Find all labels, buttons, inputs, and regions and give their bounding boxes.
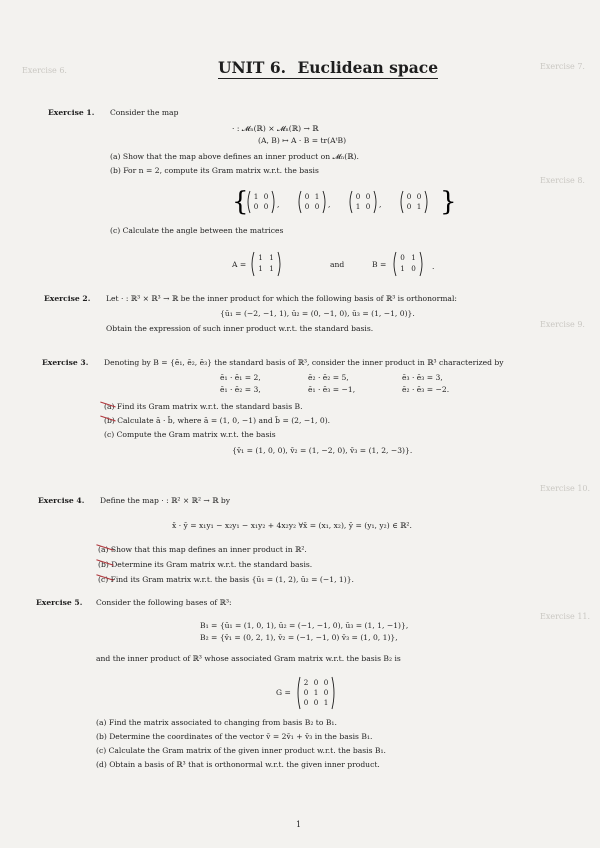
matrix-g-label: G = [276,688,291,697]
matrix-b-entry: 0 [411,264,416,273]
basis-b1: B₁ = {ū₁ = (1, 0, 1), ū₂ = (−1, −1, 0), ū₃ = (1, 1, −1)}, [200,621,409,630]
exercise-3-basis: {v̄₁ = (1, 0, 0), v̄₂ = (1, −2, 0), v̄₃ = (1, 2, −3)}. [232,446,413,455]
bleed-through-top: Exercise 6. [22,66,67,75]
exercise-4-part-b: (b) Determine its Gram matrix w.r.t. the standard basis. [98,560,313,569]
basis-matrix-2-right-paren [323,191,325,213]
exercise-3-line1: Denoting by B = {ē₁, ē₂, ē₃} the standard basis of ℝ³, consider the inner product in ℝ³ characterized by [104,358,504,367]
matrix-a-entry: 1 [258,264,263,273]
matrix-b-left-paren [394,252,396,276]
and-word: and [330,260,345,269]
basis-matrix-3-right-paren [374,191,376,213]
matrix-a-left-paren [252,252,254,276]
relation-e3e3: ē₃ · ē₃ = 3, [402,373,443,382]
exercise-5-line1: Consider the following bases of ℝ³: [96,598,232,607]
basis-matrix-2-body [297,190,327,214]
basis-comma: , [379,200,382,209]
exercise-2-line2: Obtain the expression of such inner product w.r.t. the standard basis. [106,324,374,333]
relation-e1e3: ē₁ · ē₃ = −1, [308,385,356,394]
title-underline [218,78,438,79]
matrix-g-entry: 1 [323,698,329,707]
matrix-b-period: . [432,262,435,271]
basis-matrix-4-body [399,190,429,214]
bleed-through-right-4: Exercise 10. [540,484,591,493]
exercise-1-part-b: (b) For n = 2, compute its Gram matrix w.r.t. the basis [110,166,319,175]
exercise-2-basis: {ū₁ = (−2, −1, 1), ū₂ = (0, −1, 0), ū₃ = (1, −1, 0)}. [220,309,415,318]
exercise-4-part-c: (c) Find its Gram matrix w.r.t. the basis {ū₁ = (1, 2), ū₂ = (−1, 1)}. [98,575,354,584]
basis-matrix-4-entry: 0 [416,192,422,201]
basis-matrix-1-entry: 0 [263,192,269,201]
exercise-5-line2: and the inner product of ℝ³ whose associated Gram matrix w.r.t. the basis B₂ is [96,654,401,663]
matrix-g-entry: 0 [323,678,329,687]
exercise-3-part-c: (c) Compute the Gram matrix w.r.t. the basis [104,430,276,439]
basis-matrix-2-entry: 0 [314,202,320,211]
matrix-g-entry: 1 [313,688,319,697]
exercise-3-label: Exercise 3. [42,358,89,367]
basis-close-brace: } [440,187,457,217]
matrix-g-entry: 2 [303,678,309,687]
relation-e1e1: ē₁ · ē₁ = 2, [220,373,261,382]
matrix-a-label: A = [232,260,247,269]
matrix-a-body [250,251,282,277]
exercise-5-part-c: (c) Calculate the Gram matrix of the given inner product w.r.t. the basis B₁. [96,746,386,755]
exercise-1-part-c: (c) Calculate the angle between the matrices [110,226,284,235]
basis-matrix-2-entry: 1 [314,192,320,201]
matrix-b-entry: 1 [400,264,405,273]
matrix-g-entry: 0 [303,698,309,707]
bleed-through-right-5: Exercise 11. [540,612,591,621]
basis-matrix-3-body [348,190,378,214]
exercise-5-part-b: (b) Determine the coordinates of the vector v̄ = 2v̄₁ + v̄₃ in the basis B₁. [96,732,373,741]
exercise-4-label: Exercise 4. [38,496,85,505]
relation-e2e2: ē₂ · ē₂ = 5, [308,373,349,382]
exercise-3-part-a: (a) Find its Gram matrix w.r.t. the standard basis B. [104,402,303,411]
basis-b2: B₂ = {v̄₁ = (0, 2, 1), v̄₂ = (−1, −1, 0) v̄₃ = (1, 0, 1)}, [200,633,398,642]
matrix-b-entry: 0 [400,253,405,262]
matrix-a-right-paren [278,252,280,276]
basis-matrix-3-entry: 1 [355,202,361,211]
exercise-1-map-line2: (A, B) ↦ A · B = tr(AᵗB) [258,136,347,145]
basis-matrix-3-entry: 0 [365,192,371,201]
bleed-through-right-1: Exercise 7. [540,62,585,71]
basis-matrix-4-right-paren [425,191,427,213]
exercise-1-map-line1: · : 𝓜ₙ(ℝ) × 𝓜ₙ(ℝ) → ℝ [232,124,319,133]
basis-matrix-1-right-paren [272,191,274,213]
basis-matrix-4-entry: 0 [406,202,412,211]
page-number: 1 [296,820,302,829]
title-topic: Euclidean space [297,58,439,77]
relation-e2e3: ē₂ · ē₃ = −2. [402,385,450,394]
relation-e1e2: ē₁ · ē₂ = 3, [220,385,261,394]
basis-matrix-1-body [246,190,276,214]
exercise-3-part-b: (b) Calculate ā · b̄, where ā = (1, 0, −1) and b̄ = (2, −1, 0). [104,416,331,425]
exercise-4-line1: Define the map · : ℝ² × ℝ² → ℝ by [100,496,231,505]
basis-open-brace: { [232,187,249,217]
exercise-4-part-a: (a) Show that this map defines an inner product in ℝ². [98,545,307,554]
basis-matrix-2-entry: 0 [304,192,310,201]
basis-matrix-4-left-paren [401,191,403,213]
matrix-b-entry: 1 [411,253,416,262]
basis-matrix-3-left-paren [350,191,352,213]
exercise-1-part-a: (a) Show that the map above defines an inner product on 𝓜ₙ(ℝ). [110,152,359,161]
matrix-b-body [392,251,424,277]
matrix-g-body [296,676,336,710]
matrix-a-entry: 1 [269,264,274,273]
matrix-g-right-paren [332,677,334,709]
matrix-b-label: B = [372,260,387,269]
matrix-b-right-paren [420,252,422,276]
exercise-2-label: Exercise 2. [44,294,91,303]
basis-matrix-4-entry: 0 [406,192,412,201]
exercise-2-line1: Let · : ℝ³ × ℝ³ → ℝ be the inner product for which the following basis of ℝ³ is orthonormal: [106,294,457,303]
basis-matrix-3-entry: 0 [365,202,371,211]
matrix-g-left-paren [298,677,300,709]
matrix-g-entry: 0 [313,698,319,707]
matrix-a-entry: 1 [269,253,274,262]
exercise-1-intro: Consider the map [110,108,179,117]
basis-comma: , [328,200,331,209]
matrix-a-entry: 1 [258,253,263,262]
basis-matrix-4-entry: 1 [416,202,422,211]
basis-matrix-3-entry: 0 [355,192,361,201]
matrix-g-entry: 0 [313,678,319,687]
exercise-5-label: Exercise 5. [36,598,83,607]
exercise-5-part-a: (a) Find the matrix associated to changing from basis B₂ to B₁. [96,718,337,727]
basis-matrix-2-entry: 0 [304,202,310,211]
basis-matrix-2-left-paren [299,191,301,213]
matrix-g-entry: 0 [323,688,329,697]
basis-matrix-1-entry: 1 [253,192,259,201]
basis-matrix-1-left-paren [248,191,250,213]
basis-comma: , [277,200,280,209]
basis-matrix-1-entry: 0 [253,202,259,211]
exercise-4-formula: x̄ · ȳ = x₁y₁ − x₂y₁ − x₁y₂ + 4x₂y₂ ∀x̄ = (x₁, x₂), ȳ = (y₁, y₂) ∈ ℝ². [172,521,412,530]
matrix-g-entry: 0 [303,688,309,697]
exercise-1-label: Exercise 1. [48,108,95,117]
basis-matrix-1-entry: 0 [263,202,269,211]
title-unit: UNIT 6. [218,58,287,77]
page-title [218,58,438,77]
exercise-5-part-d: (d) Obtain a basis of ℝ³ that is orthonormal w.r.t. the given inner product. [96,760,380,769]
bleed-through-right-2: Exercise 8. [540,176,585,185]
bleed-through-right-3: Exercise 9. [540,320,585,329]
